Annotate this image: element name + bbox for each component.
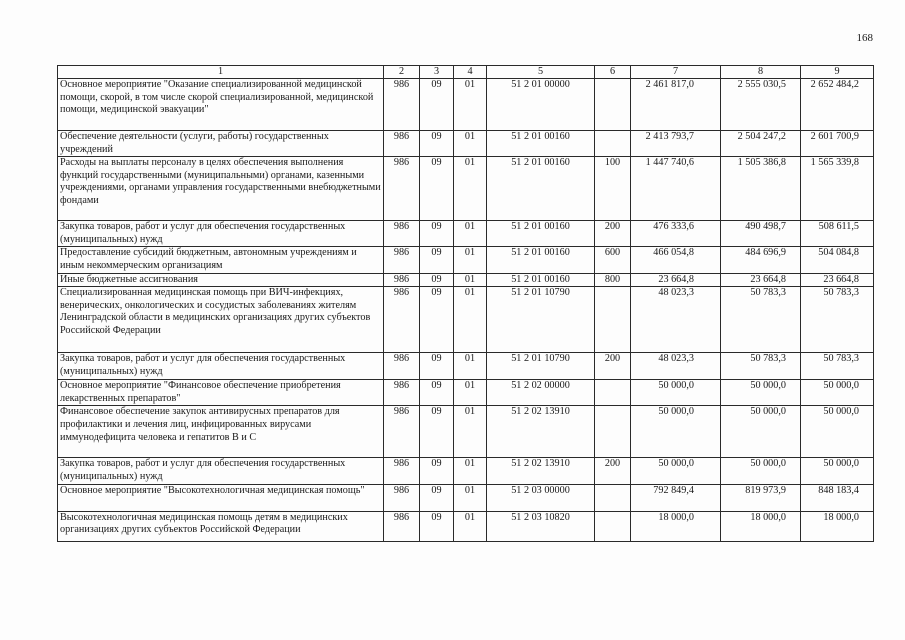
cell-expense-type <box>595 380 631 406</box>
column-header-8: 8 <box>721 66 801 79</box>
cell-amount-col7: 48 023,3 <box>631 287 721 353</box>
cell-section-code: 09 <box>420 79 454 131</box>
cell-expense-type: 600 <box>595 247 631 273</box>
cell-ministry-code: 986 <box>384 221 420 247</box>
cell-ministry-code: 986 <box>384 484 420 511</box>
cell-subsection-code: 01 <box>454 131 487 157</box>
cell-subsection-code: 01 <box>454 273 487 287</box>
cell-amount-col9: 508 611,5 <box>801 221 874 247</box>
cell-section-code: 09 <box>420 380 454 406</box>
cell-amount-col7: 23 664,8 <box>631 273 721 287</box>
cell-amount-col9: 50 783,3 <box>801 353 874 380</box>
cell-amount-col7: 476 333,6 <box>631 221 721 247</box>
column-header-4: 4 <box>454 66 487 79</box>
cell-ministry-code: 986 <box>384 511 420 541</box>
column-header-5: 5 <box>487 66 595 79</box>
cell-subsection-code: 01 <box>454 353 487 380</box>
cell-subsection-code: 01 <box>454 79 487 131</box>
cell-expense-type: 200 <box>595 353 631 380</box>
table-row <box>58 380 874 406</box>
cell-ministry-code: 986 <box>384 287 420 353</box>
cell-section-code: 09 <box>420 406 454 458</box>
cell-target-article: 51 2 02 13910 <box>487 406 595 458</box>
cell-subsection-code: 01 <box>454 157 487 221</box>
cell-target-article: 51 2 01 10790 <box>487 287 595 353</box>
cell-target-article: 51 2 02 13910 <box>487 458 595 484</box>
cell-amount-col8: 2 555 030,5 <box>721 79 801 131</box>
cell-section-code: 09 <box>420 458 454 484</box>
cell-description: Закупка товаров, работ и услуг для обеспечения государственных (муниципальных) нужд <box>58 221 384 247</box>
cell-amount-col7: 466 054,8 <box>631 247 721 273</box>
cell-amount-col9: 1 565 339,8 <box>801 157 874 221</box>
cell-amount-col8: 23 664,8 <box>721 273 801 287</box>
cell-amount-col7: 50 000,0 <box>631 406 721 458</box>
cell-amount-col9: 18 000,0 <box>801 511 874 541</box>
table-row <box>58 221 874 247</box>
table-row <box>58 287 874 353</box>
cell-subsection-code: 01 <box>454 484 487 511</box>
cell-amount-col7: 2 413 793,7 <box>631 131 721 157</box>
cell-expense-type <box>595 406 631 458</box>
cell-expense-type: 100 <box>595 157 631 221</box>
column-header-2: 2 <box>384 66 420 79</box>
cell-description: Закупка товаров, работ и услуг для обеспечения государственных (муниципальных) нужд <box>58 353 384 380</box>
cell-expense-type: 800 <box>595 273 631 287</box>
cell-amount-col8: 50 783,3 <box>721 287 801 353</box>
cell-amount-col9: 50 000,0 <box>801 458 874 484</box>
cell-description: Основное мероприятие "Высокотехнологичная медицинская помощь" <box>58 484 384 511</box>
cell-target-article: 51 2 01 10790 <box>487 353 595 380</box>
cell-expense-type <box>595 287 631 353</box>
cell-section-code: 09 <box>420 247 454 273</box>
cell-amount-col8: 484 696,9 <box>721 247 801 273</box>
cell-amount-col8: 50 000,0 <box>721 406 801 458</box>
cell-subsection-code: 01 <box>454 458 487 484</box>
cell-expense-type <box>595 131 631 157</box>
cell-section-code: 09 <box>420 273 454 287</box>
cell-subsection-code: 01 <box>454 406 487 458</box>
cell-subsection-code: 01 <box>454 247 487 273</box>
budget-table-container <box>57 65 874 542</box>
cell-amount-col9: 50 783,3 <box>801 287 874 353</box>
cell-amount-col8: 18 000,0 <box>721 511 801 541</box>
cell-description: Финансовое обеспечение закупок антивирусных препаратов для профилактики и лечения лиц, инфицированных вирусами иммунодефицита человека и гепатитов В и С <box>58 406 384 458</box>
cell-target-article: 51 2 02 00000 <box>487 380 595 406</box>
cell-description: Специализированная медицинская помощь при ВИЧ-инфекциях, венерических, онкологических и сосудистых заболеваниях жителям Ленинградской области в медицинских организациях других субъектов Российской Федерации <box>58 287 384 353</box>
cell-ministry-code: 986 <box>384 458 420 484</box>
cell-target-article: 51 2 01 00160 <box>487 131 595 157</box>
cell-target-article: 51 2 01 00160 <box>487 247 595 273</box>
column-header-9: 9 <box>801 66 874 79</box>
table-row <box>58 79 874 131</box>
cell-section-code: 09 <box>420 221 454 247</box>
cell-amount-col9: 50 000,0 <box>801 380 874 406</box>
page-number: 168 <box>856 32 873 44</box>
cell-expense-type <box>595 511 631 541</box>
cell-target-article: 51 2 03 00000 <box>487 484 595 511</box>
column-header-3: 3 <box>420 66 454 79</box>
table-row <box>58 353 874 380</box>
cell-amount-col9: 50 000,0 <box>801 406 874 458</box>
table-header-row <box>58 66 874 79</box>
cell-amount-col7: 48 023,3 <box>631 353 721 380</box>
cell-subsection-code: 01 <box>454 221 487 247</box>
cell-amount-col9: 2 652 484,2 <box>801 79 874 131</box>
table-body <box>58 79 874 542</box>
cell-subsection-code: 01 <box>454 287 487 353</box>
cell-target-article: 51 2 01 00160 <box>487 221 595 247</box>
cell-section-code: 09 <box>420 484 454 511</box>
cell-description: Основное мероприятие "Финансовое обеспечение приобретения лекарственных препаратов" <box>58 380 384 406</box>
table-row <box>58 157 874 221</box>
cell-amount-col8: 819 973,9 <box>721 484 801 511</box>
cell-ministry-code: 986 <box>384 131 420 157</box>
cell-section-code: 09 <box>420 131 454 157</box>
column-header-1: 1 <box>58 66 384 79</box>
budget-table <box>57 65 874 542</box>
cell-amount-col8: 50 783,3 <box>721 353 801 380</box>
table-row <box>58 484 874 511</box>
cell-amount-col8: 50 000,0 <box>721 380 801 406</box>
cell-description: Расходы на выплаты персоналу в целях обеспечения выполнения функций государственными (муниципальными) органами, казенными учреждениями, органами управления государственными внебюджетными фондами <box>58 157 384 221</box>
table-row <box>58 511 874 541</box>
cell-expense-type <box>595 79 631 131</box>
cell-expense-type: 200 <box>595 458 631 484</box>
cell-subsection-code: 01 <box>454 511 487 541</box>
cell-description: Закупка товаров, работ и услуг для обеспечения государственных (муниципальных) нужд <box>58 458 384 484</box>
cell-description: Иные бюджетные ассигнования <box>58 273 384 287</box>
cell-amount-col8: 1 505 386,8 <box>721 157 801 221</box>
cell-target-article: 51 2 01 00000 <box>487 79 595 131</box>
cell-subsection-code: 01 <box>454 380 487 406</box>
cell-target-article: 51 2 01 00160 <box>487 273 595 287</box>
cell-ministry-code: 986 <box>384 353 420 380</box>
cell-ministry-code: 986 <box>384 247 420 273</box>
cell-expense-type: 200 <box>595 221 631 247</box>
cell-section-code: 09 <box>420 287 454 353</box>
column-header-6: 6 <box>595 66 631 79</box>
cell-description: Предоставление субсидий бюджетным, автономным учреждениям и иным некоммерческим организациям <box>58 247 384 273</box>
cell-amount-col7: 792 849,4 <box>631 484 721 511</box>
cell-amount-col9: 2 601 700,9 <box>801 131 874 157</box>
cell-ministry-code: 986 <box>384 273 420 287</box>
cell-amount-col8: 50 000,0 <box>721 458 801 484</box>
cell-description: Обеспечение деятельности (услуги, работы) государственных учреждений <box>58 131 384 157</box>
cell-amount-col9: 504 084,8 <box>801 247 874 273</box>
cell-amount-col7: 50 000,0 <box>631 458 721 484</box>
table-row <box>58 273 874 287</box>
cell-ministry-code: 986 <box>384 79 420 131</box>
cell-amount-col7: 2 461 817,0 <box>631 79 721 131</box>
cell-target-article: 51 2 01 00160 <box>487 157 595 221</box>
cell-expense-type <box>595 484 631 511</box>
cell-description: Основное мероприятие "Оказание специализированной медицинской помощи, скорой, в том числе скорой специализированной, медицинской помощи, медицинской эвакуации" <box>58 79 384 131</box>
table-row <box>58 458 874 484</box>
table-row <box>58 247 874 273</box>
cell-section-code: 09 <box>420 353 454 380</box>
cell-ministry-code: 986 <box>384 380 420 406</box>
column-header-7: 7 <box>631 66 721 79</box>
cell-amount-col7: 50 000,0 <box>631 380 721 406</box>
cell-amount-col9: 848 183,4 <box>801 484 874 511</box>
cell-amount-col8: 2 504 247,2 <box>721 131 801 157</box>
cell-ministry-code: 986 <box>384 406 420 458</box>
cell-amount-col7: 18 000,0 <box>631 511 721 541</box>
cell-amount-col8: 490 498,7 <box>721 221 801 247</box>
table-row <box>58 131 874 157</box>
cell-ministry-code: 986 <box>384 157 420 221</box>
cell-amount-col9: 23 664,8 <box>801 273 874 287</box>
cell-target-article: 51 2 03 10820 <box>487 511 595 541</box>
table-row <box>58 406 874 458</box>
cell-section-code: 09 <box>420 511 454 541</box>
cell-section-code: 09 <box>420 157 454 221</box>
cell-description: Высокотехнологичная медицинская помощь детям в медицинских организациях других субъектов Российской Федерации <box>58 511 384 541</box>
cell-amount-col7: 1 447 740,6 <box>631 157 721 221</box>
